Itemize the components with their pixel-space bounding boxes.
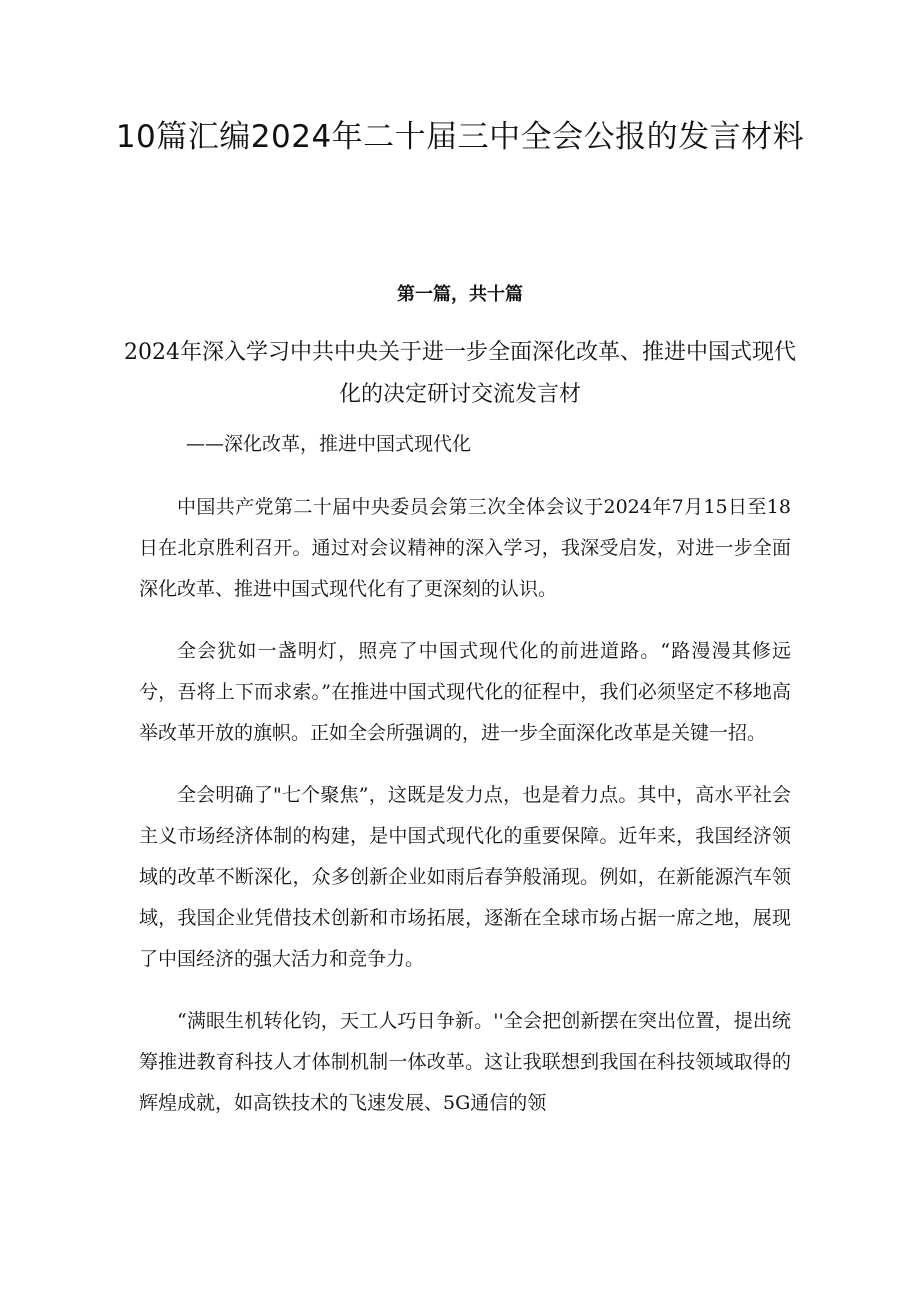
part-label: 第一篇，共十篇 xyxy=(397,284,523,305)
body-paragraph: 全会犹如一盏明灯，照亮了中国式现代化的前进道路。“路漫漫其修远兮，吾将上下而求索。”在推进中国式现代化的征程中，我们必须坚定不移地高举改革开放的旗帜。正如全会所强调的，进一步全面深化改革是关键一招。 xyxy=(139,640,791,744)
body-paragraph: 中国共产党第二十届中央委员会第三次全体会议于2024年7月15日至18日在北京胜利召开。通过对会议精神的深入学习，我深受启发，对进一步全面深化改革、推进中国式现代化有了更深刻的认识。 xyxy=(139,496,791,600)
body-paragraph: “满眼生机转化钧，天工人巧日争新。''全会把创新摆在突出位置，提出统筹推进教育科技人才体制机制一体改革。这让我联想到我国在科技领域取得的辉煌成就，如高铁技术的飞速发展、5G通信的领 xyxy=(139,1010,791,1114)
article-body xyxy=(139,487,791,1145)
article-title: 2024年深入学习中共中央关于进一步全面深化改革、推进中国式现代化的决定研讨交流发言材 xyxy=(124,340,796,407)
document-title: 10篇汇编2024年二十届三中全会公报的发言材料 xyxy=(115,119,805,155)
body-paragraph: 全会明确了"七个聚焦”，这既是发力点，也是着力点。其中，高水平社会主义市场经济体制的构建，是中国式现代化的重要保障。近年来，我国经济领域的改革不断深化，众多创新企业如雨后春笋般涌现。例如，在新能源汽车领域，我国企业凭借技术创新和市场拓展，逐渐在全球市场占据一席之地，展现了中国经济的强大活力和竞争力。 xyxy=(139,784,791,970)
article-subtitle: ——深化改革，推进中国式现代化 xyxy=(186,433,472,455)
